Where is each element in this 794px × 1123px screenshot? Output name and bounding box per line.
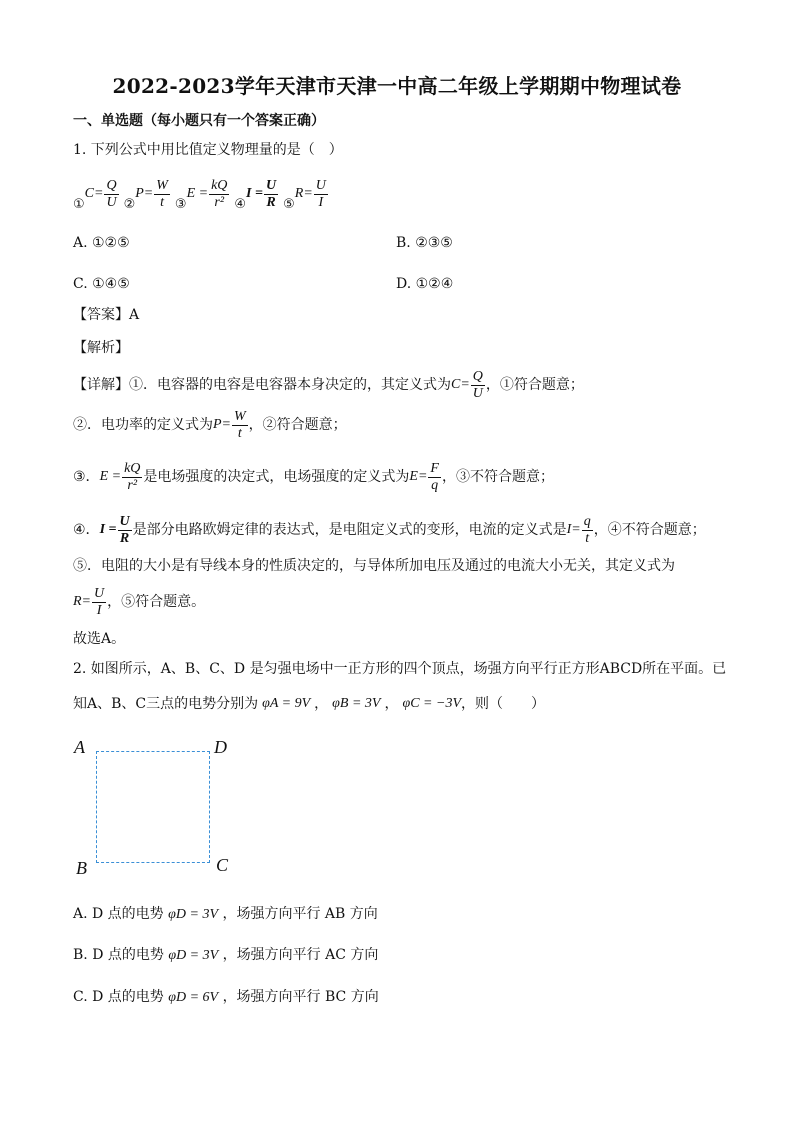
detail-label: 【详解】	[73, 377, 129, 393]
phi-b: φB = 3V	[332, 696, 381, 711]
option-text: ，场强方向平行 BC 方向	[222, 989, 379, 1005]
inline-formula-i2: $\frac{q}{t}$	[583, 513, 591, 546]
inline-formula-e1-lhs: E =	[99, 469, 122, 484]
option-text: A. D 点的电势	[73, 906, 164, 922]
formula-3	[175, 173, 230, 215]
inline-formula-i2-lhs: I=	[566, 522, 581, 537]
section-heading: 一、单选题（每小题只有一个答案正确）	[73, 113, 325, 129]
formula-marker: ③	[174, 197, 187, 212]
formula-marker: ②	[123, 197, 136, 212]
q1-detail-line-4	[73, 510, 706, 550]
detail-text: ，③不符合题意；	[441, 469, 554, 485]
q2-option-a	[73, 904, 378, 925]
stem-text: ，则（ ）	[461, 696, 545, 712]
detail-text: 是电场强度的决定式，电场强度的定义式为	[143, 469, 410, 485]
q1-analysis-label: 【解析】	[73, 340, 129, 356]
inline-formula-p: $\frac{W}{t}$	[234, 408, 246, 441]
formula-lhs: R=	[294, 186, 313, 201]
q1-option-c: C. ①④⑤	[73, 276, 130, 292]
phi-d: φD = 6V	[168, 990, 219, 1005]
q2-stem-line-2	[73, 694, 545, 714]
inline-formula-e2: $\frac{F}{q}$	[430, 460, 439, 493]
option-text: ，场强方向平行 AB 方向	[222, 906, 378, 922]
phi-c: φC = −3V	[402, 696, 461, 711]
inline-formula-i1-lhs: I =	[99, 522, 117, 537]
q2-stem-line-1: 2. 如图所示，A、B、C、D 是匀强电场中一正方形的四个顶点，场强方向平行正方形ABCD所在平面。已	[73, 661, 727, 677]
inline-formula-r-lhs: R=	[73, 594, 91, 609]
q1-formula-list	[73, 172, 329, 216]
q1-conclusion: 故选A。	[73, 631, 126, 647]
answer-value: A	[129, 307, 140, 323]
detail-text: ，④不符合题意；	[593, 522, 706, 538]
q1-answer	[73, 305, 139, 325]
formula-lhs: C=	[84, 186, 104, 201]
option-text: ，场强方向平行 AC 方向	[222, 947, 379, 963]
formula-fraction: $\frac{Q}{U}$	[106, 177, 117, 210]
formula-5	[283, 173, 329, 215]
separator: ，	[314, 696, 329, 712]
option-text: C. D 点的电势	[73, 989, 164, 1005]
inline-formula-e2-lhs: E=	[409, 469, 428, 484]
q1-stem: 1. 下列公式中用比值定义物理量的是（ ）	[73, 142, 343, 158]
q1-detail-line-6	[73, 583, 205, 621]
detail-text: ②．电功率的定义式为	[73, 417, 213, 433]
q2-option-b	[73, 945, 378, 966]
formula-2	[124, 173, 171, 215]
q1-detail-line-5: ⑤．电阻的大小是有导线本身的性质决定的，与导体所加电压及通过的电流大小无关，其定义式为	[73, 558, 675, 574]
stem-text: 知A、B、C三点的电势分别为	[73, 696, 259, 712]
page-title: 2022-2023学年天津市天津一中高二年级上学期期中物理试卷	[112, 74, 682, 98]
answer-label: 【答案】	[73, 307, 129, 323]
vertex-a-label: A	[74, 737, 85, 757]
detail-text: ，①符合题意；	[485, 377, 584, 393]
q1-detail-line-3	[73, 457, 554, 497]
vertex-d-label: D	[214, 737, 227, 757]
formula-fraction: $\frac{W}{t}$	[156, 177, 168, 210]
phi-d: φD = 3V	[168, 948, 219, 963]
q1-option-d: D. ①②④	[396, 276, 454, 292]
vertex-c-label: C	[216, 855, 229, 875]
inline-formula-e1: $\frac{kQ}{\text{r²}}$	[124, 460, 141, 493]
phi-a: φA = 9V	[262, 696, 311, 711]
formula-marker: ⑤	[283, 197, 295, 212]
formula-marker: ①	[73, 197, 85, 212]
separator: ，	[384, 696, 399, 712]
formula-marker: ④	[234, 197, 247, 212]
square-abcd	[96, 751, 210, 863]
formula-lhs: E =	[186, 186, 209, 201]
option-text: B. D 点的电势	[73, 947, 164, 963]
formula-fraction: $\frac{kQ}{\text{r²}}$	[211, 177, 228, 210]
detail-text: ④．	[73, 522, 100, 538]
q1-option-b: B. ②③⑤	[396, 235, 453, 251]
detail-text: ③．	[73, 469, 100, 485]
detail-text: 是部分电路欧姆定律的表达式，是电阻定义式的变形，电流的定义式是	[132, 522, 567, 538]
q1-option-a: A. ①②⑤	[73, 235, 130, 251]
formula-fraction: $\frac{U}{R}$	[265, 177, 277, 210]
detail-text: ①．电容器的电容是电容器本身决定的，其定义式为	[129, 377, 451, 393]
formula-lhs: P=	[135, 186, 154, 201]
q1-detail-line-1	[73, 366, 584, 404]
q2-option-c	[73, 987, 379, 1008]
phi-d: φD = 3V	[168, 907, 218, 922]
formula-fraction: $\frac{U}{I}$	[315, 177, 326, 210]
inline-formula-c: $\frac{Q}{U}$	[472, 368, 483, 401]
q1-detail-line-2	[73, 406, 347, 444]
vertex-b-label: B	[76, 858, 87, 878]
inline-formula-i1: $\frac{U}{R}$	[119, 513, 130, 546]
formula-4	[234, 173, 279, 215]
detail-text: ，②符合题意；	[248, 417, 347, 433]
detail-text: ，⑤符合题意。	[107, 594, 206, 610]
inline-formula-c-lhs: C=	[451, 377, 470, 392]
formula-1	[73, 173, 120, 215]
formula-lhs: I =	[246, 186, 263, 201]
inline-formula-p-lhs: P=	[213, 417, 231, 432]
inline-formula-r: $\frac{U}{I}$	[94, 585, 105, 618]
